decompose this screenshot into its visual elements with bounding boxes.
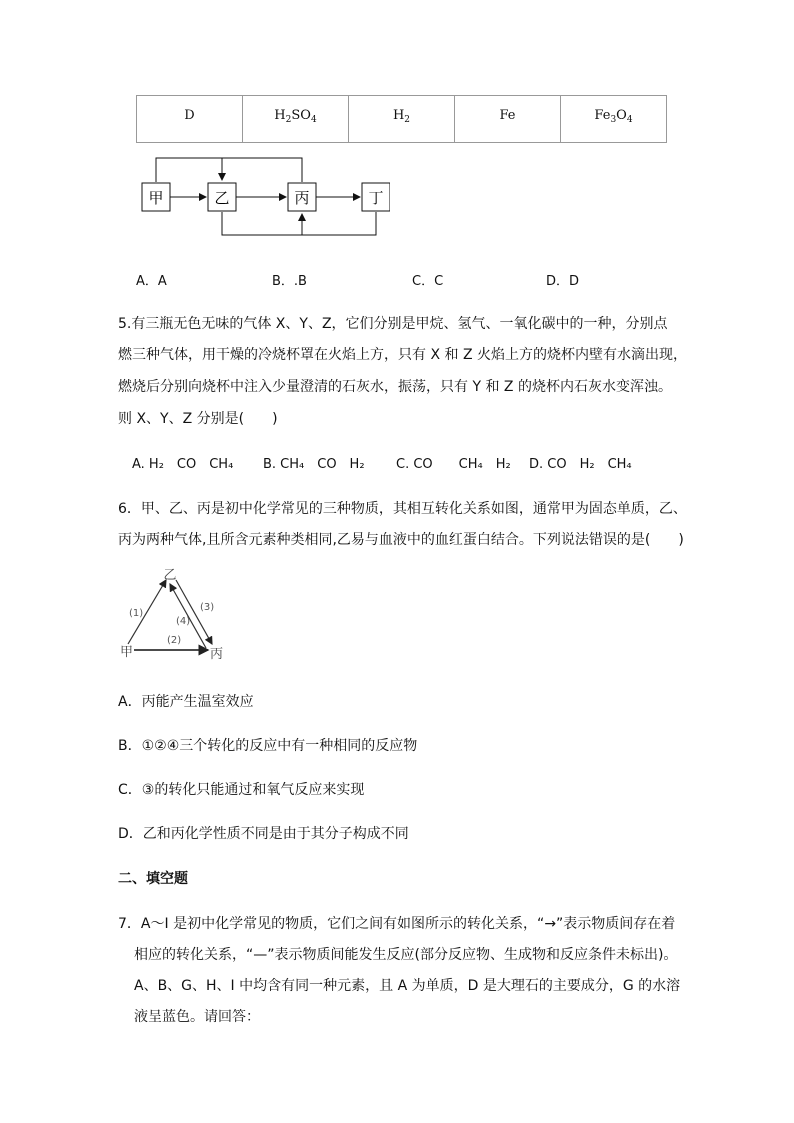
q7-line: 相应的转化关系，“—”表示物质间能发生反应(部分反应物、生成物和反应条件未标出)。 [134,947,678,963]
top-loop-line [156,158,302,182]
q4-choice-a: A．A [136,274,167,289]
tri-label-1: (1) [129,608,144,619]
q4-choice-c: C．C [412,274,444,289]
bottom-loop-line [222,212,376,235]
q5-choice-b: B. CH₄ CO H₂ [263,457,365,472]
q4-choice-d: D．D [546,274,580,289]
table-cell: $H_2SO_4$ [243,96,349,143]
section-title: 二、填空题 [118,871,188,887]
q6-option-d: D．乙和丙化学性质不同是由于其分子构成不同 [118,826,409,842]
q6-line: 丙为两种气体,且所含元素种类相同,乙易与血液中的血红蛋白结合。下列说法错误的是( ) [118,532,684,548]
triangle-diagram [112,566,232,662]
table-cell: $H_2$ [349,96,455,143]
q7-line: A、B、G、H、I 中均含有同一种元素，且 A 为单质，D 是大理石的主要成分，G 的水溶 [134,978,681,994]
q5-line: 燃烧后分别向烧杯中注入少量澄清的石灰水，振荡，只有 Y 和 Z 的烧杯内石灰水变浑浊。 [118,379,672,395]
table-cell: D [137,96,243,143]
table-cell: $Fe_3O_4$ [561,96,667,143]
q4-choice-b: B．.B [272,274,307,289]
q5-line: 则 X、Y、Z 分别是( ) [118,411,278,427]
q5-choice-c: C. CO CH₄ H₂ [396,457,511,472]
answer-table [136,95,667,143]
tri-node-right: 丙 [210,647,224,662]
tri-label-4: (4) [176,616,191,627]
q5-line: 5.有三瓶无色无味的气体 X、Y、Z，它们分别是甲烷、氢气、一氧化碳中的一种，分别点 [118,316,668,332]
q6-line: 6．甲、乙、丙是初中化学常见的三种物质，其相互转化关系如图，通常甲为固态单质，乙、 [118,501,687,517]
node-jia: 甲 [148,189,164,207]
flow-diagram [130,150,390,245]
q6-option-a: A．丙能产生温室效应 [118,694,254,710]
q7-line: 液呈蓝色。请回答： [134,1009,260,1025]
node-ding: 丁 [368,189,384,207]
q5-choice-d: D. CO H₂ CH₄ [529,457,632,472]
node-yi: 乙 [214,189,230,207]
tri-label-3: (3) [200,602,215,613]
tri-node-left: 甲 [120,645,134,660]
tri-node-top: 乙 [163,568,177,583]
q5-line: 燃三种气体，用干燥的冷烧杯罩在火焰上方，只有 X 和 Z 火焰上方的烧杯内壁有水滴出现， [118,347,687,363]
table-row [137,96,667,143]
q6-option-c: C．③的转化只能通过和氧气反应来实现 [118,782,365,798]
q7-line: 7．A～I 是初中化学常见的物质，它们之间有如图所示的转化关系，“→”表示物质间存在着 [118,916,676,932]
node-bing: 丙 [294,189,310,207]
q5-choice-a: A. H₂ CO CH₄ [132,457,234,472]
table-cell: Fe [455,96,561,143]
tri-label-2: (2) [167,635,182,646]
q6-option-b: B．①②④三个转化的反应中有一种相同的反应物 [118,738,418,754]
